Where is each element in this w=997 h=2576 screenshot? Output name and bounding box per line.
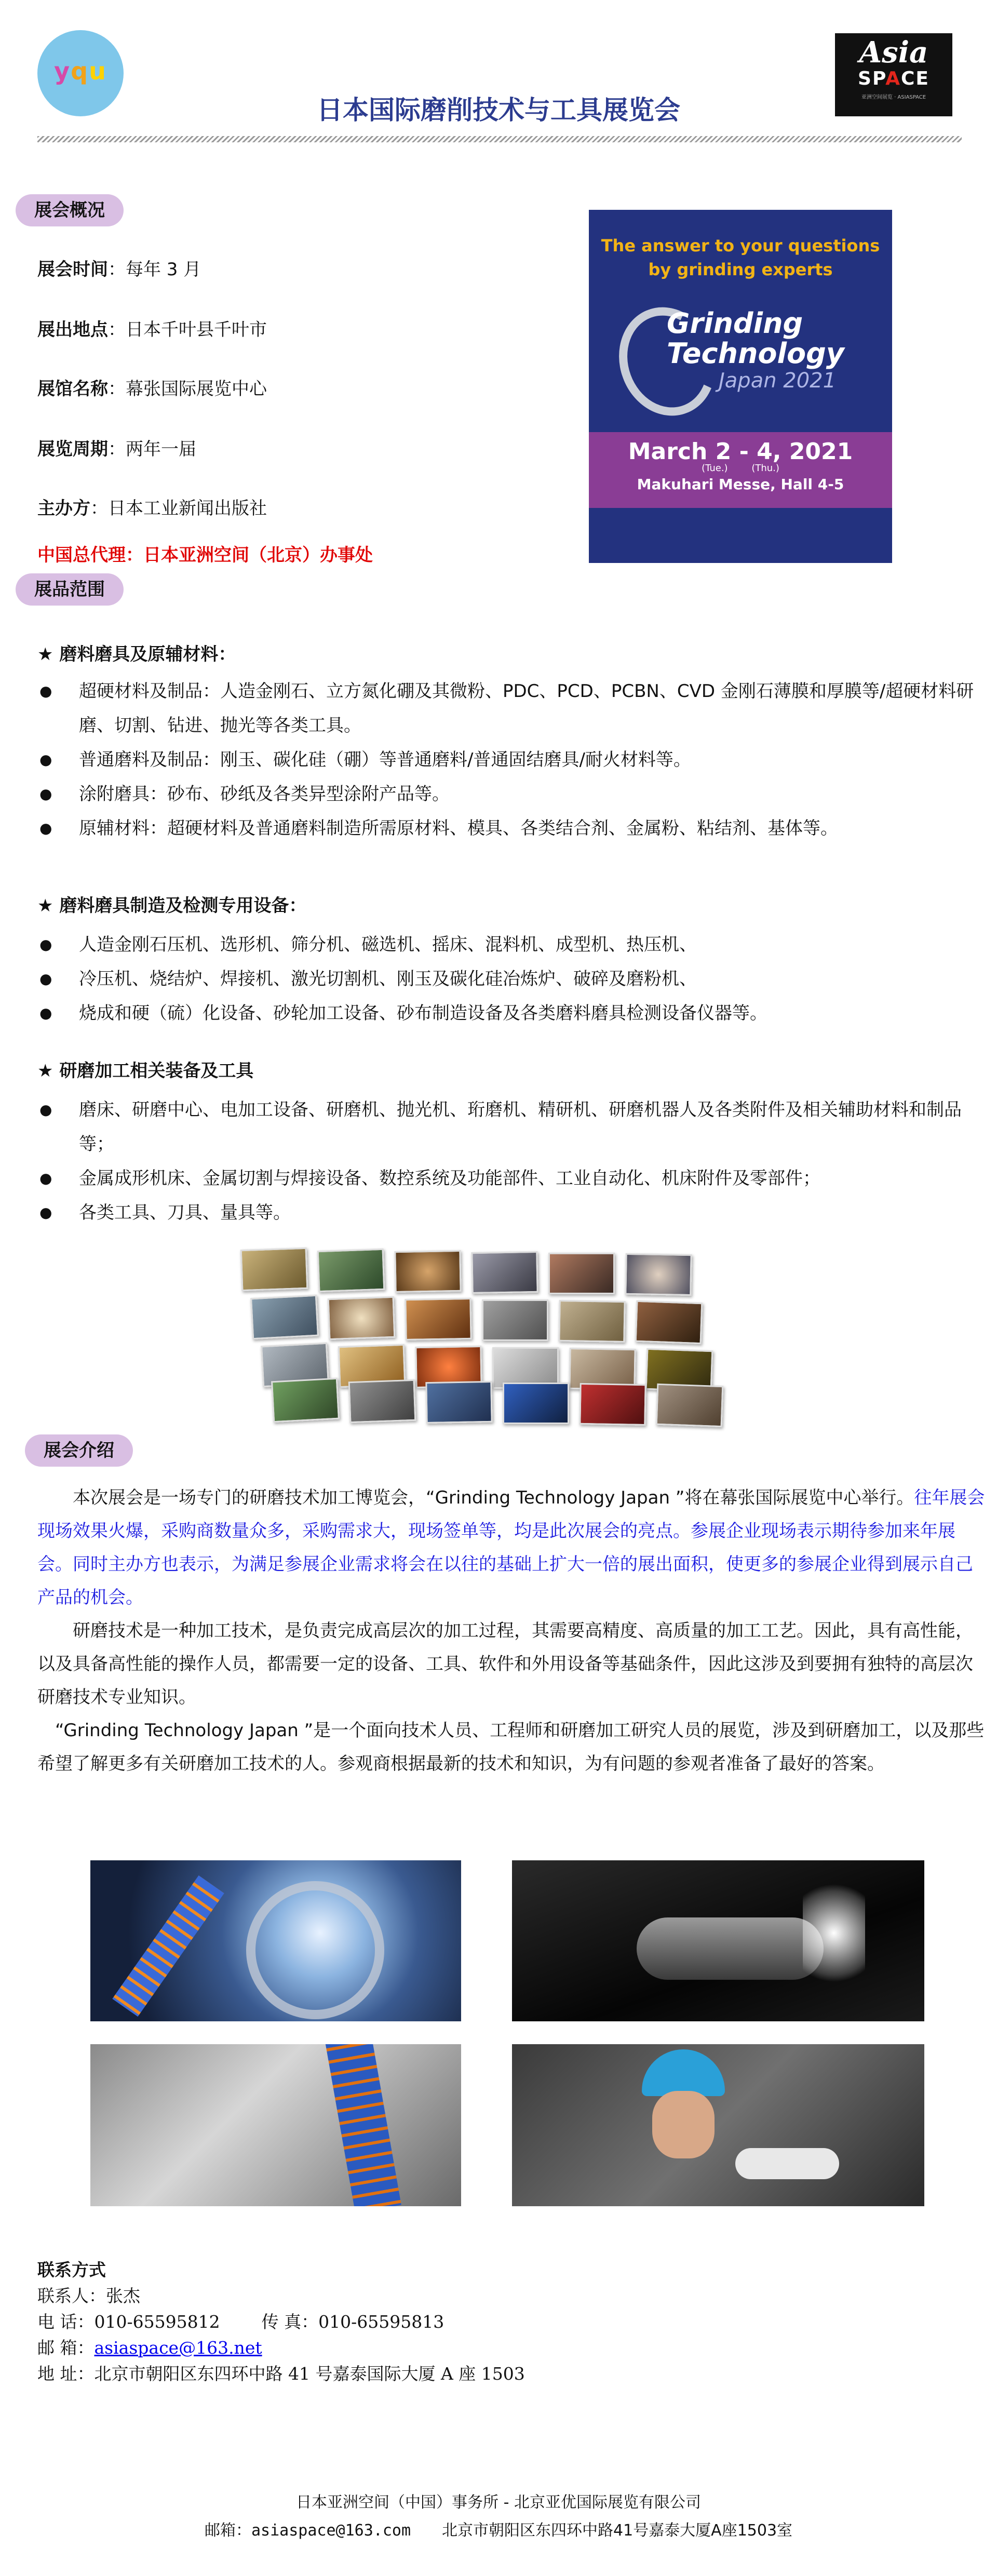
contact-email: 邮 箱：asiaspace@163.net (37, 2338, 262, 2358)
header-divider (37, 136, 962, 142)
contact-person: 联系人：张杰 (37, 2286, 140, 2306)
footer (0, 2489, 997, 2545)
collage-photo (482, 1299, 548, 1341)
collage-photo (558, 1300, 625, 1343)
photo-lathe-spray (512, 1860, 924, 2021)
info-row-venue: 展馆名称：幕张国际展览中心 (37, 379, 267, 399)
scope-group-title: ★ 磨料磨具制造及检测专用设备： (37, 895, 307, 916)
collage-photo (471, 1251, 538, 1294)
list-item: ● 金属成形机床、金属切割与焊接设备、数控系统及功能部件、工业自动化、机床附件及零部件； (37, 1161, 988, 1196)
collage-photo (271, 1378, 340, 1423)
footer-contact: 邮箱：asiaspace@163.com 北京市朝阳区东四环中路41号嘉泰大厦A座1503室 (204, 2521, 793, 2540)
contact-phone-fax: 电 话：010-65595812 传 真：010-65595813 (37, 2312, 444, 2332)
collage-photo (328, 1296, 396, 1340)
section-label-intro: 展会介绍 (25, 1434, 133, 1467)
expo-poster: The answer to your questions by grinding experts Grinding Technology Japan 2021 March 2 - 4, 2021 (Tue.) (Thu.) Makuhari Messe, Hall 4-5 (589, 210, 892, 563)
collage-photo (625, 1253, 692, 1296)
scope-group-title: ★ 研磨加工相关装备及工具 (37, 1061, 254, 1081)
scope-group-title: ★ 磨料磨具及原辅材料： (37, 644, 236, 665)
collage-photo (240, 1247, 308, 1291)
collage-photo (656, 1384, 724, 1427)
intro-paragraph-3: “Grinding Technology Japan ”是一个面向技术人员、工程师和研磨加工研究人员的展览，涉及到研磨加工，以及那些希望了解更多有关研磨加工技术的人。参观商根据最新的技术和知识，为有问题的参观者准备了最好的答案。 (37, 1720, 985, 1774)
scope-list-2 (37, 928, 988, 1030)
email-link[interactable]: asiaspace@163.net (94, 2338, 262, 2358)
china-agent: 中国总代理：日本亚洲空间（北京）办事处 (37, 545, 373, 566)
list-item: ● 各类工具、刀具、量具等。 (37, 1196, 988, 1230)
contact-heading: 联系方式 (37, 2260, 106, 2280)
poster-date-band: March 2 - 4, 2021 (Tue.) (Thu.) Makuhari Messe, Hall 4-5 (589, 432, 892, 508)
collage-photo (425, 1381, 492, 1424)
intro-paragraph-1: 本次展会是一场专门的研磨技术加工博览会，“Grinding Technology Japan ”将在幕张国际展览中心举行。往年展会现场效果火爆，采购商数量众多，采购需求大，现场签单等，均是此次展会的亮点。参展企业现场表示期待参加来年展会。同时主办方也表示，为满足参展企业需求将会在以往的基础上扩大一倍的展出面积，使更多的参展企业得到展示自己产品的机会。 (37, 1487, 985, 1608)
list-item: ● 超硬材料及制品：人造金刚石、立方氮化硼及其微粉、PDC、PCD、PCBN、CVD 金刚石薄膜和厚膜等/超硬材料研磨、切割、钻进、抛光等各类工具。 (37, 674, 988, 743)
collage-photo (503, 1383, 569, 1424)
collage-photo (579, 1383, 646, 1426)
list-item: ● 原辅材料：超硬材料及普通磨料制造所需原材料、模具、各类结合剂、金属粉、粘结剂、基体等。 (37, 811, 988, 846)
info-row-organizer: 主办方：日本工业新闻出版社 (37, 498, 267, 519)
list-item: ● 涂附磨具：砂布、砂纸及各类异型涂附产品等。 (37, 777, 988, 811)
list-item: ● 冷压机、烧结炉、焊接机、激光切割机、刚玉及碳化硅冶炼炉、破碎及磨粉机、 (37, 962, 988, 996)
intro-paragraph-2: 研磨技术是一种加工技术，是负责完成高层次的加工过程，其需要高精度、高质量的加工工艺。因此，具有高性能，以及具备高性能的操作人员，都需要一定的设备、工具、软件和外用设备等基础条件，因此这涉及到要拥有独特的高层次研磨技术专业知识。 (37, 1620, 973, 1708)
info-row-cycle: 展览周期：两年一届 (37, 439, 196, 460)
photo-surface-grinding (90, 2044, 461, 2206)
section-label-overview: 展会概况 (16, 194, 124, 226)
collage-photo (317, 1249, 385, 1292)
photo-grinding-machine (90, 1860, 461, 2021)
photo-worker-tool (512, 2044, 924, 2206)
asia-space-logo: Asia SPACE 亚洲空间展览 · ASIASPACE (835, 33, 952, 116)
section-label-scope: 展品范围 (16, 573, 124, 606)
list-item: ● 普通磨料及制品：刚玉、碳化硅（硼）等普通磨料/普通固结磨具/耐火材料等。 (37, 743, 988, 777)
contact-block (37, 2257, 525, 2387)
collage-photo (394, 1250, 461, 1293)
scope-list-1 (37, 674, 988, 846)
contact-address: 地 址：北京市朝阳区东四环中路 41 号嘉泰国际大厦 A 座 1503 (37, 2364, 525, 2384)
collage-photo (548, 1253, 615, 1294)
list-item: ● 磨床、研磨中心、电加工设备、研磨机、抛光机、珩磨机、精研机、研磨机器人及各类附件及相关辅助材料和制品等； (37, 1093, 988, 1161)
collage-photo (635, 1300, 703, 1344)
page-title: 日本国际磨削技术与工具展览会 (317, 95, 680, 125)
scope-list-3 (37, 1093, 988, 1230)
collage-photo (250, 1295, 319, 1340)
list-item: ● 烧成和硬（硫）化设备、砂轮加工设备、砂布制造设备及各类磨料磨具检测设备仪器等。 (37, 996, 988, 1030)
collage-photo (348, 1379, 416, 1423)
footer-company: 日本亚洲空间（中国）事务所 - 北京亚优国际展览有限公司 (296, 2493, 701, 2512)
info-row-location: 展出地点：日本千叶县千叶市 (37, 319, 267, 340)
collage-photo (405, 1298, 471, 1340)
product-photo-collage (239, 1246, 789, 1423)
list-item: ● 人造金刚石压机、选形机、筛分机、磁选机、摇床、混料机、成型机、热压机、 (37, 928, 988, 962)
logo-lettering: yqu (54, 57, 107, 85)
info-row-time: 展会时间：每年 3 月 (37, 259, 201, 280)
